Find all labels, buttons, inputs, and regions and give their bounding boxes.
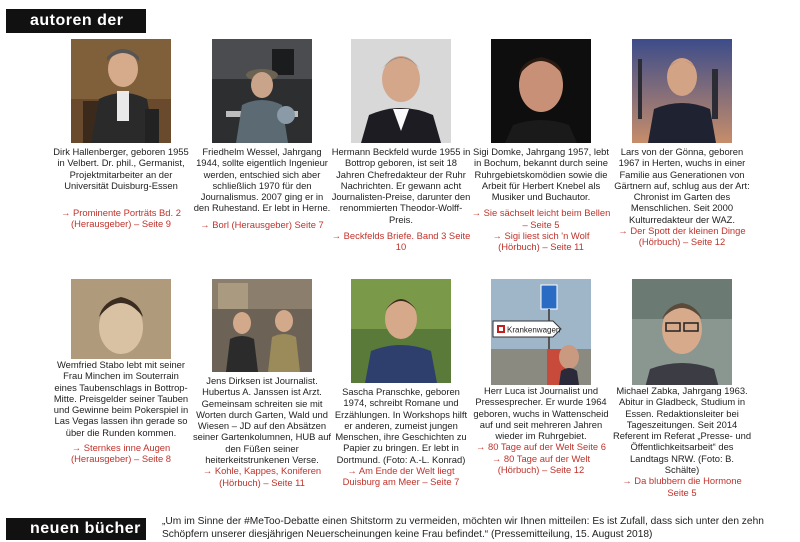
author-card-dirksen-janssen [192,279,332,488]
book-link[interactable]: → Am Ende der Welt liegt Duisburg am Meer – Seite 7 [342,465,460,488]
book-link[interactable]: → Kohle, Kappes, Koniferen (Hörbuch) – Seite 11 [202,465,322,488]
author-bio: Michael Zabka, Jahrgang 1963. Abitur in Gladbeck, Studium in Essen. Redaktionsleiter bei Tageszeitungen. Seit 2014 Referent im Referat „Presse- und Öffentlichkeitsarbeit“ des Landtags NRW. (Foto: B. Schälte) [612,385,752,476]
author-bio: Jens Dirksen ist Journalist. Hubertus A. Janssen ist Arzt. Gemeinsam schreiten sie mit Worten durch Garten, Wald und Wiesen – JD auf den Absätzen seiner Gartenkolumnen, HUB auf den Füßen seiner heiterkeitstrunkenen Verse. [192,375,332,466]
book-link[interactable]: → Sigi liest sich 'n Wolf (Hörbuch) – Seite 11 [492,230,590,253]
author-bio: Lars von der Gönna, geboren 1967 in Herten, wuchs in einer Familie aus Generationen von Gärtnern auf, schlug aus der Art: Chronist im Garten des Menschlichen. Seit 2000 Kulturredakteur der WAZ. [614,146,750,225]
author-bio: Dirk Hallenberger, geboren 1955 in Velbert. Dr. phil., Germanist, Projektmitarbeiter an der Universität Duisburg-Essen [53,146,189,191]
author-bio: Friedhelm Wessel, Jahrgang 1944, sollte eigentlich Ingenieur werden, entschied sich aber schließlich 1970 für den Journalismus. 2007 ging er in den Ruhestand. Er lebt in Herne. [193,146,331,214]
author-card-hallenberger [51,39,191,230]
author-card-zabka [612,279,752,498]
book-link[interactable]: → Beckfelds Briefe. Band 3 Seite 10 [331,230,471,253]
author-bio: Herr Luca ist Journalist und Pressesprecher. Er wurde 1964 geboren, wuchs in Wattenscheid auf und seit mehreren Jahren wieder im Ruhrgebiet. [471,385,611,441]
author-photo [351,279,451,383]
author-card-stabo [51,279,191,465]
ambulance-sign: Krankenwagen [507,325,561,335]
header-bar [6,9,146,33]
book-link[interactable]: → Prominente Porträts Bd. 2 (Herausgeber) – Seite 9 [61,207,181,230]
author-photo [632,39,732,143]
author-card-beckfeld [331,39,471,253]
book-link[interactable]: → Borl (Herausgeber) Seite 7 [200,218,324,230]
press-quote: „Um im Sinne der #MeToo-Debatte einen Shitstorm zu vermeiden, möchten wir Ihnen mitteilen: Es ist Zufall, dass sich unter den zehn Schöpfern unserer diesjährigen Neuerscheinungen keine Frau befindet.“ (Pressemitteilung, 15. August 2018) [162,516,764,540]
footer-title: neuen bücher [30,520,141,537]
author-photo [212,279,312,372]
author-card-wessel [192,39,332,230]
book-link[interactable]: → 80 Tage auf der Welt Seite 6 [476,441,606,453]
author-photo [491,279,591,399]
book-link[interactable]: → Da blubbern die Hormone Seite 5 [622,475,742,498]
author-bio: Sigi Domke, Jahrgang 1957, lebt in Bochum, bekannt durch seine Ruhrgebietskomödien sowie die Arbeit für Herbert Knebel als Musiker und Buchautor. [472,146,610,203]
author-card-vondergoenna [612,39,752,248]
author-bio: Wemfried Stabo lebt mit seiner Frau Minchen im Souterrain eines Taubenschlags in Bottrop-Mitte. Preisgelder seiner Tauben und Gewinne beim Pokerspiel in Las Vegas lassen ihn gerade so über die Runden kommen. [51,359,191,438]
author-photo [632,279,732,399]
author-card-domke [471,39,611,253]
footer-bar [6,518,146,540]
author-bio: Sascha Pranschke, geboren 1974, schreibt Romane und Erzählungen. In Workshops hilft er anderen, zumeist jungen Menschen, ihre Geschichten zu Papier zu bringen. Er lebt in Dortmund. (Foto: A.-L. Konrad) [334,386,468,465]
book-link[interactable]: → Sternkes inne Augen (Herausgeber) – Seite 8 [70,442,172,465]
author-card-pranschke [331,279,471,488]
book-link[interactable]: → Sie sächselt leicht beim Bellen – Seite 5 [471,207,611,230]
author-bio: Hermann Beckfeld wurde 1955 in Bottrop geboren, ist seit 18 Jahren Chefredakteur der Ruhr Nachrichten. Er gewann acht Journalisten-Preise, darunter den renommierten Theodor-Wolff-Preis. [331,146,471,225]
author-photo [71,39,171,143]
book-link[interactable]: → 80 Tage auf der Welt (Hörbuch) – Seite 12 [491,452,591,476]
author-photo [212,39,312,143]
author-card-luca [471,279,611,475]
book-link[interactable]: → Der Spott der kleinen Dinge (Hörbuch) – Seite 12 [618,225,746,248]
author-photo [351,39,451,143]
author-photo [491,39,591,143]
header-title: autoren der [30,12,124,29]
